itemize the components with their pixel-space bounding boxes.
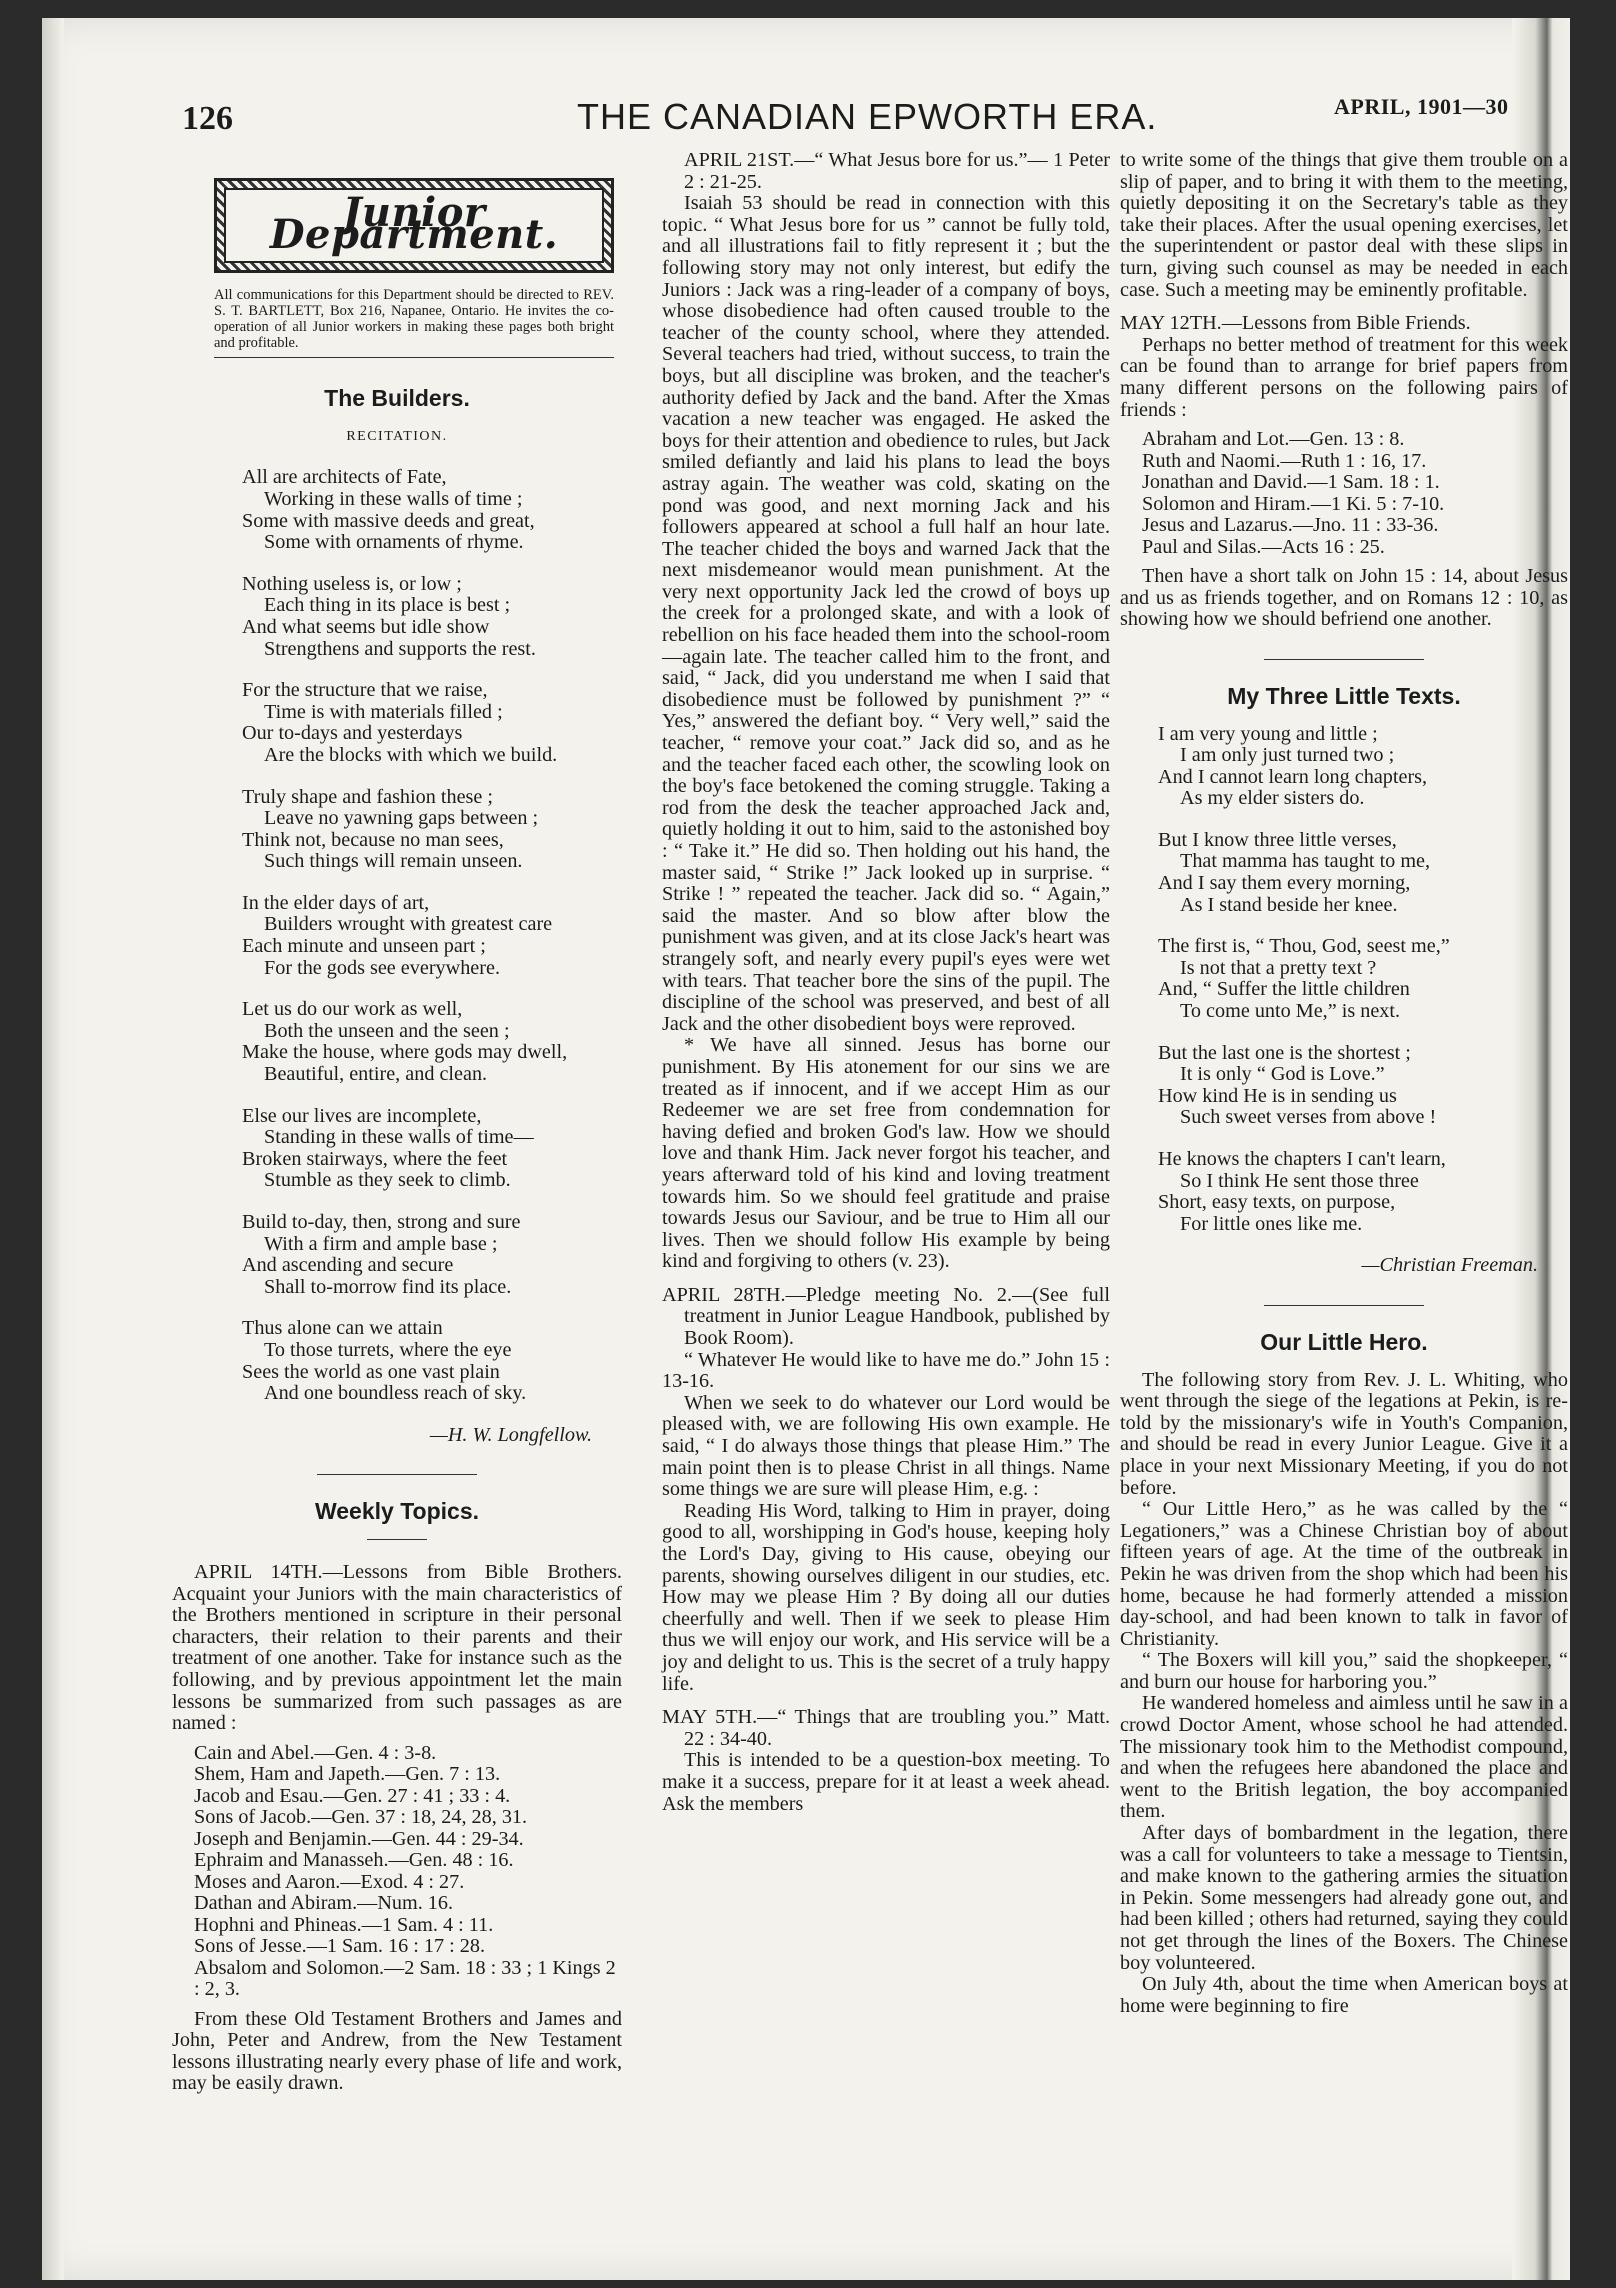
column-1: [172, 150, 622, 2095]
builders-line: For the gods see everywhere.: [264, 956, 501, 979]
hero-paragraph-2: “ Our Little Hero,” as he was called by the “ Legationers,” was a Chinese Christian boy of about fifteen years of age. At the time of the outbreak in Pekin he was driven from the shop which had been his home, because he had formerly attended a mission day-school, and had been known to talk in favor of Christianity.: [1120, 1498, 1568, 1650]
apr21-heading: [662, 150, 1110, 193]
texts-line: But the last one is the shortest ;: [1158, 1041, 1411, 1064]
builders-line: Builders wrought with greatest care: [264, 913, 553, 936]
builders-line: Time is with materials filled ;: [264, 700, 503, 723]
builders-line: For the structure that we raise,: [242, 679, 488, 702]
builders-stanza: [242, 787, 622, 873]
builders-title: The Builders.: [324, 385, 470, 412]
builders-subtitle: RECITATION.: [346, 428, 448, 444]
divider: [1264, 1305, 1424, 1306]
texts-line: As my elder sisters do.: [1180, 787, 1365, 810]
hero-paragraph-5: After days of bombardment in the legation, there was a call for volunteers to take a message to Tientsin, and make known to the gathering armies the situation in Pekin. Some messengers had already gone out, and had been killed ; others had returned, saying they could not get through the lines of the Boxers. The Chinese boy volunteered.: [1120, 1822, 1568, 1974]
junior-department-title: Junior Department.: [224, 188, 604, 263]
texts-stanza: [1158, 724, 1568, 810]
builders-line: Broken stairways, where the feet: [242, 1147, 508, 1170]
weekly-topics-title: Weekly Topics.: [314, 1498, 480, 1525]
texts-line: Short, easy texts, on purpose,: [1158, 1191, 1396, 1214]
brothers-list-item: Moses and Aaron.—Exod. 4 : 27.: [194, 1870, 465, 1893]
short-rule: [367, 1539, 427, 1540]
may5-heading: [662, 1707, 1110, 1750]
hero-paragraph-3: “ The Boxers will kill you,” said the shopkeeper, “ and burn our house for harboring you.”: [1120, 1649, 1568, 1693]
builders-stanza: [242, 999, 622, 1085]
apr28-body: When we seek to do whatever our Lord would be pleased with, we are following His own example. He said, “ I do always those things that please Him.” The main point then is to please Christ in all things. Name some things we are sure will please Him, e.g. :: [662, 1391, 1110, 1501]
builders-stanza: [242, 893, 622, 979]
little-hero-title: Our Little Hero.: [1260, 1328, 1428, 1355]
friends-list-item: Jonathan and David.—1 Sam. 18 : 1.: [1142, 471, 1440, 494]
divider: [1264, 659, 1424, 660]
texts-line: To come unto Me,” is next.: [1180, 1000, 1401, 1023]
brothers-list-item: Cain and Abel.—Gen. 4 : 3-8.: [194, 1741, 437, 1764]
builders-line: Think not, because no man sees,: [242, 828, 504, 851]
may12-title: —Lessons from Bible Friends.: [1221, 312, 1471, 335]
running-header: [42, 80, 1570, 137]
texts-line: I am only just turned two ;: [1180, 744, 1395, 767]
brothers-list-item: Dathan and Abiram.—Num. 16.: [194, 1892, 454, 1915]
builders-author: —H. W. Longfellow.: [429, 1423, 592, 1446]
builders-line: And ascending and secure: [242, 1254, 454, 1277]
may5-title: —“ Things that are troubling you.” Matt. 22 : 34-40.: [684, 1706, 1110, 1750]
page-number: 126: [182, 100, 233, 137]
may5-body: This is intended to be a question-box meeting. To make it a success, prepare for it at least a week ahead. Ask the members: [662, 1749, 1110, 1815]
brothers-list-item: Sons of Jesse.—1 Sam. 16 : 17 : 28.: [194, 1935, 486, 1958]
apr28-title: —Pledge meeting No. 2.—(See full treatment in Junior League Handbook, published by Book Room).: [684, 1283, 1110, 1350]
column-2: [662, 150, 1110, 1815]
apr21-title: —“ What Jesus bore for us.”— 1 Peter 2 : 21-25.: [684, 149, 1110, 193]
builders-line: Some with ornaments of rhyme.: [264, 531, 524, 554]
texts-line: And I say them every morning,: [1158, 872, 1411, 895]
apr14-close: From these Old Testament Brothers and James and John, Peter and Andrew, from the New Testament lessons illustrating nearly every phase of life and work, may be easily drawn.: [172, 2007, 622, 2095]
three-texts-title: My Three Little Texts.: [1227, 682, 1461, 709]
builders-line: Our to-days and yesterdays: [242, 722, 463, 745]
apr14-text: —Lessons from Bible Brothers. Acquaint your Juniors with the main characteristics of the Brothers mentioned in scripture in their personal characters, their relation to their parents and their treatment of one another. Take for instance such as the following, and by previous appointment let the main lessons be summarized from such passages as are named :: [172, 1560, 622, 1735]
brothers-list-item: Ephraim and Manasseh.—Gen. 48 : 16.: [194, 1849, 514, 1872]
masthead: THE CANADIAN EPWORTH ERA.: [577, 96, 1158, 137]
builders-line: Make the house, where gods may dwell,: [242, 1041, 568, 1064]
friends-list-item: Paul and Silas.—Acts 16 : 25.: [1142, 535, 1385, 558]
may12-body: Perhaps no better method of treatment for this week can be found than to arrange for brief papers from many different persons on the following pairs of friends :: [1120, 333, 1568, 421]
texts-line: And I cannot learn long chapters,: [1158, 765, 1428, 788]
builders-line: Else our lives are incomplete,: [242, 1104, 482, 1127]
texts-line: As I stand beside her knee.: [1180, 893, 1398, 916]
builders-line: Nothing useless is, or low ;: [242, 572, 462, 595]
friends-list-item: Jesus and Lazarus.—Jno. 11 : 33-36.: [1142, 514, 1439, 537]
builders-line: And what seems but idle show: [242, 615, 490, 638]
brothers-list-item: Shem, Ham and Japeth.—Gen. 7 : 13.: [194, 1763, 501, 1786]
builders-line: All are architects of Fate,: [242, 466, 447, 489]
builders-stanza: [242, 574, 622, 660]
texts-line: For little ones like me.: [1180, 1212, 1363, 1235]
apr21-body: Isaiah 53 should be read in connection with this topic. “ What Jesus bore for us ” cannot be fully told, and all illustrations fail to fitly represent it ; but the following story may not only interest, but edify the Juniors : Jack was a ring-leader of a company of boys, whose disobedience had often caused trouble to the teacher of the county school, where they attended. Several teachers had tried, without success, to train the boys, but all discipline was broken, and the teacher's authority defied by Jack and the band. After the Xmas vacation a new teacher was engaged. He asked the boys for their attention and obedience to rules, but Jack smiled defiantly and laid his plans to lead the boys astray again. The weather was cold, skating on the pond was good, and next morning Jack and his followers appeared at school a full half an hour late. The teacher chided the boys and warned Jack that the next misdemeanor would mean punishment. At the very next opportunity Jack led the crowd of boys up the creek for a prolonged skate, and with a look of rebellion on his face headed them into the school-room—again late. The teacher called him to the front, and said, “ Jack, did you understand me when I said that disobedience must be followed by punishment ?” “ Yes,” answered the defiant boy. “ Very well,” said the teacher, “ remove your coat.” Jack did so, and as he and the teacher faced each other, the scowling look on the boy's face betokened the coming struggle. Taking a rod from the desk the teacher approached Jack and, quietly holding it out to him, said to the astonished boy : “ Take it.” He did so. Then holding out his hand, the master said, “ Strike !” Jack looked up in surprise. “ Strike ! ” repeated the teacher. Jack did so. “ Again,” said the master. And so blow after blow the punishment was given, and at its close Jack's heart was strangely soft, and nearly every pupil's eyes were wet with tears. That teacher bore the sins of the pupil. The discipline of the school was preserved, and best of all Jack and the other disobedient boys were reproved.: [662, 192, 1110, 1035]
builders-line: And one boundless reach of sky.: [264, 1382, 527, 1405]
builders-line: Leave no yawning gaps between ;: [264, 807, 539, 830]
brothers-list-item: Absalom and Solomon.—2 Sam. 18 : 33 ; 1 Kings 2 : 2, 3.: [194, 1956, 616, 2001]
apr21-date: APRIL 21ST.: [684, 149, 795, 171]
texts-stanza: [1158, 830, 1568, 916]
divider: [317, 1474, 477, 1475]
builders-stanza: [242, 680, 622, 766]
builders-stanza: [242, 1318, 622, 1404]
builders-line: In the elder days of art,: [242, 891, 430, 914]
apr28-heading: [662, 1285, 1110, 1350]
may5-continued: to write some of the things that give them trouble on a slip of paper, and to bring it with them to the meeting, quietly depositing it on the Secretary's table as they take their places. After the usual opening exercises, let the superintendent or pastor deal with these slips in turn, giving such counsel as may be needed in each case. Such a meeting may be eminently profitable.: [1120, 149, 1568, 301]
builders-stanza: [242, 1106, 622, 1192]
apr21-moral: * We have all sinned. Jesus has borne our punishment. By His atonement for our sins we are treated as if innocent, and if we accept Him as our Redeemer we are set free from condemnation for having defied and broken God's law. How we should love and thank Him. Jack never forgot his teacher, and years afterward told of his kind and loving treatment towards him. So we should feel gratitude and praise towards Jesus our Saviour, and be true to Him all our lives. Then we should follow His example by being kind and forgiving to others (v. 23).: [662, 1034, 1110, 1273]
builders-line: Sees the world as one vast plain: [242, 1360, 500, 1383]
texts-line: That mamma has taught to me,: [1180, 850, 1431, 873]
texts-line: He knows the chapters I can't learn,: [1158, 1148, 1446, 1170]
builders-line: Build to-day, then, strong and sure: [242, 1211, 521, 1233]
three-texts-poem: [1120, 724, 1568, 1236]
builders-line: Thus alone can we attain: [242, 1317, 443, 1340]
builders-poem: [172, 467, 622, 1404]
builders-line: Some with massive deeds and great,: [242, 509, 535, 532]
builders-line: Are the blocks with which we build.: [264, 743, 558, 766]
builders-stanza: [242, 1212, 622, 1298]
texts-stanza: [1158, 1149, 1568, 1235]
may12-heading: [1120, 313, 1568, 335]
texts-line: I am very young and little ;: [1158, 722, 1378, 745]
builders-line: With a firm and ample base ;: [264, 1232, 498, 1255]
apr28-body2: Reading His Word, talking to Him in prayer, doing good to all, worshipping in God's house, keeping holy the Lord's Day, giving to His cause, obeying our parents, showing ourselves diligent in our studies, etc. How may we please Him ? By doing all our duties cheerfully and well. Then if we seek to please Him thus we will enjoy our work, and His service will be a joy and delight to us. This is the secret of a truly happy life.: [662, 1499, 1110, 1695]
junior-department-banner: [214, 178, 614, 273]
page-gutter-shadow: [42, 18, 64, 2280]
texts-line: Is not that a pretty text ?: [1180, 956, 1377, 979]
texts-stanza: [1158, 1043, 1568, 1129]
brothers-list-item: Joseph and Benjamin.—Gen. 44 : 29-34.: [194, 1827, 524, 1850]
friends-list-item: Solomon and Hiram.—1 Ki. 5 : 7-10.: [1142, 492, 1445, 515]
hero-paragraph-4: He wandered homeless and aimless until he saw in a crowd Doctor Ament, whose school he had attended. The missionary took him to the Methodist compound, and when the refugees here abandoned the place and went to the British legation, the boy accompanied them.: [1120, 1692, 1568, 1823]
magazine-page: [42, 18, 1570, 2280]
brothers-list-item: Sons of Jacob.—Gen. 37 : 18, 24, 28, 31.: [194, 1806, 528, 1829]
texts-line: Such sweet verses from above !: [1180, 1106, 1437, 1129]
section-rule: [214, 357, 614, 358]
builders-line: Working in these walls of time ;: [264, 487, 523, 510]
apr14-date: APRIL 14TH.: [194, 1560, 323, 1583]
apr28-quote: “ Whatever He would like to have me do.” John 15 : 13-16.: [662, 1348, 1110, 1393]
friends-list-item: Abraham and Lot.—Gen. 13 : 8.: [1142, 428, 1405, 451]
brothers-list-item: Hophni and Phineas.—1 Sam. 4 : 11.: [194, 1913, 494, 1936]
texts-line: The first is, “ Thou, God, seest me,”: [1158, 935, 1450, 958]
texts-stanza: [1158, 936, 1568, 1022]
may12-date: MAY 12TH.: [1120, 312, 1222, 335]
friends-list-item: Ruth and Naomi.—Ruth 1 : 16, 17.: [1142, 449, 1427, 472]
friends-list: [1142, 429, 1568, 558]
may5-date: MAY 5TH.: [662, 1706, 758, 1729]
column-3: [1120, 150, 1568, 2017]
three-texts-source: —Christian Freeman.: [1361, 1254, 1538, 1277]
texts-line: It is only “ God is Love.”: [1180, 1063, 1385, 1086]
builders-line: Beautiful, entire, and clean.: [264, 1063, 488, 1086]
builders-line: Strengthens and supports the rest.: [264, 637, 536, 660]
builders-line: Stumble as they seek to climb.: [264, 1169, 511, 1192]
builders-stanza: [242, 467, 622, 553]
issue-date: APRIL, 1901—30: [1334, 94, 1509, 119]
texts-line: How kind He is in sending us: [1158, 1084, 1397, 1107]
hero-paragraph-1: The following story from Rev. J. L. Whiting, who went through the siege of the legations at Pekin, is re-told by the missionary's wife in Youth's Companion, and should be read in every Junior League. Give it a place in your next Missionary Meeting, if you do not before.: [1120, 1368, 1568, 1499]
department-note: All communications for this Department should be directed to REV. S. T. BARTLETT, Box 216, Napanee, Ontario. He invites the co-operation of all Junior workers in making these pages both bright and profitable.: [214, 287, 614, 352]
apr28-date: APRIL 28TH.: [662, 1283, 786, 1306]
builders-line: Standing in these walls of time—: [264, 1126, 534, 1149]
builders-line: Shall to-morrow find its place.: [264, 1275, 512, 1298]
builders-line: Each thing in its place is best ;: [264, 594, 511, 617]
builders-line: Let us do our work as well,: [242, 998, 463, 1021]
builders-line: To those turrets, where the eye: [264, 1338, 512, 1361]
hero-paragraph-6: On July 4th, about the time when American boys at home were beginning to fire: [1120, 1973, 1568, 2017]
brothers-list: [194, 1743, 622, 2001]
texts-line: So I think He sent those three: [1180, 1169, 1419, 1192]
builders-line: Both the unseen and the seen ;: [264, 1019, 510, 1042]
texts-line: And, “ Suffer the little children: [1158, 978, 1410, 1001]
texts-line: But I know three little verses,: [1158, 828, 1397, 851]
builders-line: Each minute and unseen part ;: [242, 935, 486, 958]
builders-line: Truly shape and fashion these ;: [242, 785, 494, 808]
brothers-list-item: Jacob and Esau.—Gen. 27 : 41 ; 33 : 4.: [194, 1784, 511, 1807]
apr14-paragraph: [172, 1562, 622, 1735]
builders-line: Such things will remain unseen.: [264, 850, 523, 873]
may12-close: Then have a short talk on John 15 : 14, about Jesus and us as friends together, and on Romans 12 : 10, as showing how we should befriend one another.: [1120, 565, 1568, 631]
